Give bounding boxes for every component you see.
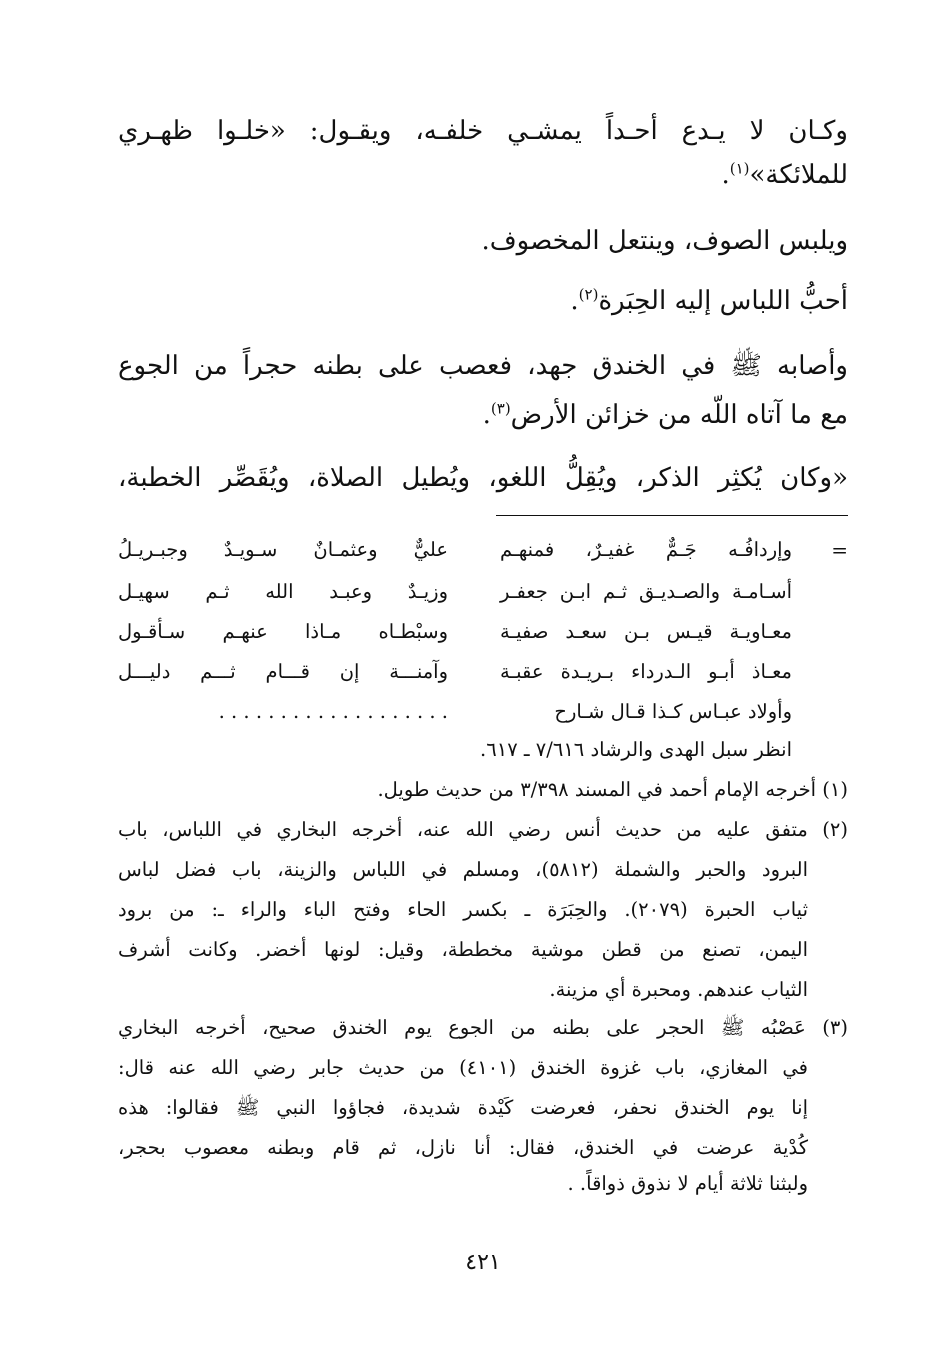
poem-line-4-right: معـاذ أبـو الـدرداء بـريـدة عقبـة <box>500 660 792 683</box>
page-number: ٤٢١ <box>465 1250 501 1275</box>
footnote-2-line-2: البرود والحبر والشملة (٥٨١٢)، ومسلم في اللباس والزينة، باب فضل لباس <box>118 858 808 881</box>
poem-line-1-right: وإردافُـه جَـمٌّ غفيـرٌ، فمنهـم <box>500 538 792 561</box>
poem-line-2-right: أسـامـة والصـديـق ثـم ابـن جعفـر <box>500 580 792 603</box>
poem-line-3-right: معـاويـة قيـس بـن سعـد صفيـة <box>500 620 792 643</box>
body-line-4: أحبُّ اللباس إليه الحِبَرة$^{(٢)}$. <box>570 285 848 316</box>
poem-line-3-left: وسبْطـاه مـاذا عنهـم سـأقـول <box>118 620 448 643</box>
body-line-7: «وكان يُكثِر الذكر، ويُقِلُّ اللغو، ويُطيل الصلاة، ويُقَصِّر الخطبة، <box>118 463 848 493</box>
footnote-2-line-3: ثياب الحبرة (٢٠٧٩). والحِبَرَة ـ بكسر الحاء وفتح الباء والراء ـ: من برود <box>118 898 808 921</box>
footnote-3-line-5: ولبثنا ثلاثة أيام لا نذوق ذواقاً. . <box>567 1172 808 1195</box>
body-line-1: وكـان لا يـدع أحـداً يمشـي خلفـه، ويقـول: «خلـوا ظهـري <box>118 116 848 146</box>
footnote-2-line-4: اليمن، تصنع من قطن موشية مخططة، وقيل: لونها أخضر. وكانت أشرف <box>118 938 808 961</box>
footnote-separator <box>496 515 848 516</box>
footnote-2-line-1: (٢) متفق عليه من حديث أنس رضي الله عنه، أخرجه البخاري في اللباس، باب <box>118 818 848 841</box>
footnote-ref-2: (٢) <box>578 285 599 304</box>
poem-line-2-left: وزيـدٌ وعبـد الله ثـم سهيـل <box>118 580 448 603</box>
footnote-3-line-3: إنا يوم الخندق نحفر، فعرضت كَيْدة شديدة، فجاؤوا النبي ﷺ فقالوا: هذه <box>118 1096 808 1119</box>
body-line-5: وأصابه ﷺ في الخندق جهد، فعصب على بطنه حجراً من الجوع <box>118 351 848 381</box>
poem-source: انظر سبل الهدى والرشاد ٧/٦١٦ ـ ٦١٧. <box>480 738 792 761</box>
footnote-2-line-5: الثياب عندهم. ومحبرة أي مزينة. <box>549 978 808 1001</box>
footnote-3-line-1: (٣) عَصْبُه ﷺ الحجر على بطنه من الجوع يوم الخندق صحيح، أخرجه البخاري <box>118 1016 848 1039</box>
footnote-ref-1: (١) <box>729 159 750 178</box>
footnote-ref-3: (٣) <box>490 399 511 418</box>
book-page <box>118 0 848 1372</box>
poem-line-5-right: وأولاد عبـاس كـذا قـال شـارح <box>554 700 792 723</box>
body-line-6: مع ما آتاه اللّه من خزائن الأرض$^{(٣)}$. <box>482 399 848 430</box>
body-line-2: للملائكة»$^{(١)}$. <box>721 159 848 190</box>
footnote-3-line-4: كُدْية عرضت في الخندق، فقال: أنا نازل، ثم قام وبطنه معصوب بحجر، <box>118 1136 808 1159</box>
poem-line-4-left: وآمنـــة إن قـــام ثـــم دليـــل <box>118 660 448 683</box>
poem-line-1-left: عليٌّ وعثمـانٌ سـويـدٌ وجبـريـلُ <box>118 538 448 561</box>
poem-line-5-left: . . . . . . . . . . . . . . . . . . . <box>218 700 448 723</box>
footnote-1: (١) أخرجه الإمام أحمد في المسند ٣/٣٩٨ من حديث طويل. <box>377 778 848 801</box>
body-line-3: ويلبس الصوف، وينتعل المخصوف. <box>481 226 848 256</box>
footnote-3-line-2: في المغازي، باب غزوة الخندق (٤١٠١) من حديث جابر رضي الله عنه قال: <box>118 1056 808 1079</box>
continuation-mark: = <box>831 538 848 562</box>
